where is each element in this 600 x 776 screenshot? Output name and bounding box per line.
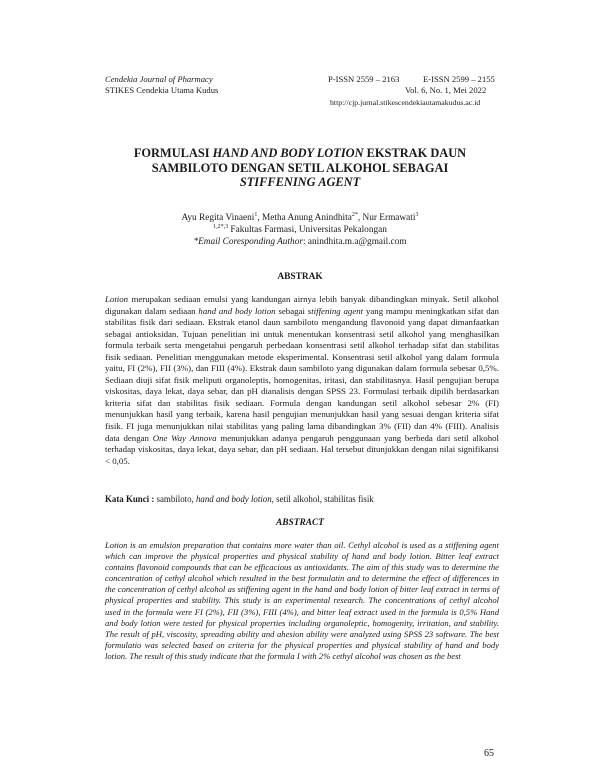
- affiliation-line: [60, 224, 540, 236]
- abstrak-text-1: merupakan sediaan emulsi yang kandungan airnya lebih banyak dibandingkan minyak. Setil alkohol digunakan dalam sediaan: [105, 294, 499, 316]
- title-part2: HAND AND BODY LOTION: [212, 146, 364, 160]
- abstrak-italic-3: stiffening agent: [307, 305, 364, 316]
- author-3: Nur Ermawati: [362, 213, 416, 223]
- eissn: E-ISSN 2599 – 2155: [423, 74, 495, 84]
- paper-title: [60, 146, 540, 190]
- author-2: Metha Anung Anindhita: [261, 213, 352, 223]
- affiliation-sup: 1,2*,3: [213, 223, 229, 230]
- title-line3: STIFFENING AGENT: [239, 175, 361, 189]
- institution-name: STIKES Cendekia Utama Kudus: [105, 85, 219, 95]
- email-value[interactable]: : anindhita.m.a@gmail.com: [302, 237, 407, 247]
- abstrak-heading: ABSTRAK: [277, 272, 323, 282]
- title-part1: FORMULASI: [133, 146, 213, 160]
- journal-url[interactable]: http://cjp.jurnal.stikescendekiautamakudus.ac.id: [330, 98, 481, 107]
- author-2-sup: 2*: [351, 211, 358, 218]
- journal-name: Cendekia Journal of Pharmacy: [105, 74, 213, 84]
- keyword-1: sambiloto,: [156, 494, 196, 504]
- keyword-2: hand and body lotion: [195, 494, 272, 504]
- abstrak-text-3: yang mampu meningkatkan sifat dan stabilitas fisik dari sediaan. Ekstrak etanol daun sambiloto mengandung flavonoid yang dapat dimanfaatkan sebagai antioksidan. Tujuan penelitian ini untuk menentukan konsentrasi setil alkohol yang menghasilkan formula terbaik serta mengetahui pengaruh perbedaan konsentrasi setil alkohol terhadap sifat dan stabilitas fisik sediaan. Penelitian menggunakan metode eksperimental. Konsentrasi setil alkohol yang dalam formula yaitu, FI (2%), FII (3%), dan FIII (4%). Ekstrak daun sambiloto yang digunakan dalam formula sebesar 0,5%. Sediaan diuji sifat fisik meliputi organoleptis, homogenitas, iritasi, dan stabilitasnya. Hasil pengujian berupa viskositas, daya lekat, daya sebar, dan pH dianalisis dengan SPSS 23. Formulasi terbaik dipilih berdasarkan kriteria sifat dan stabilitas fisik sediaan. Formula dengan kandungan setil alkohol sebesar 2% (FI) menunjukkan hasil yang terbaik, karena hasil pengujian menunjukkan hasil yang sesuai dengan kriteria sifat fisik. FI juga menunjukkan nilai stabilitas yang paling lama dibandingkan 3% (FII) dan 4% (FIII). Analisis data dengan: [105, 305, 499, 443]
- author-separator: ,: [257, 213, 262, 223]
- abstract-heading: ABSTRACT: [276, 518, 324, 528]
- page-number: 65: [484, 748, 494, 759]
- title-part3: EKSTRAK DAUN: [363, 146, 467, 160]
- email-line: [60, 236, 540, 248]
- author-line: [60, 212, 540, 224]
- title-line2: SAMBILOTO DENGAN SETIL ALKOHOL SEBAGAI: [151, 160, 449, 175]
- keywords-label: Kata Kunci :: [105, 494, 157, 504]
- abstrak-body: [105, 294, 499, 467]
- author-1: Ayu Regita Vinaeni: [181, 213, 255, 223]
- abstract-body: Lotion is an emulsion preparation that contains more water than oil. Cethyl alcohol is used as a stiffening agent which can improve the physical properties and physical stability of hand and body lotion. Bitter leaf extract contains flavonoid compounds that can be efficacious as antioxidants. The aim of this study was to determine the concentration of cethyl alcohol which resulted in the best formulatin and to determine the effect of differences in the concentration of cethyl alcohol as stiffening agent in the hand and body lotion of bitter leaf extract in terms of physical properties and stability. This study is an experimental research. The concentrations of cethyl alcohol used in the formula were FI (2%), FII (3%), FIII (4%), and bitter leaf extract used in the formula is 0,5% Hand and body lotion were tested for physical properties including organoleptic, homogenity, irritation, and stability. The result of pH, viscosity, spreading ability and ahesion ability were analyzed using SPSS 23 software. The best formulatio was selected based on criteria for the physical properties and physical stability of hand and body lotion. The result of this study indicate that the formula I with 2% cethyl alcohol was chosen as the best: [105, 540, 499, 661]
- abstrak-italic-4: One Way Annova: [152, 432, 217, 443]
- author-1-sup: 1: [254, 211, 258, 218]
- author-block: [60, 212, 540, 248]
- abstrak-text-2: sebagai: [275, 305, 308, 316]
- keyword-3: , setil alkohol, stabilitas fisik: [271, 494, 374, 504]
- affiliation: Fakultas Farmasi, Universitas Pekalongan: [228, 225, 387, 235]
- email-label: *Email Coresponding Author: [193, 237, 303, 247]
- author-separator: ,: [357, 213, 363, 223]
- keywords: [105, 494, 499, 505]
- abstrak-italic-1: Lotion: [105, 294, 129, 304]
- abstrak-italic-2: hand and body lotion: [198, 305, 276, 316]
- abstrak-text-4: menunjukkan adanya pengaruh penggunaan yang berbeda dari setil alkohol terhadap viskositas, daya lekat, daya sebar, dan pH sediaan. Hal tersebut ditunjukkan dengan nilai signifikansi < 0,05.: [105, 432, 499, 466]
- pissn: P-ISSN 2559 – 2163: [328, 74, 400, 84]
- volume-info: Vol. 6, No. 1, Mei 2022: [405, 85, 487, 95]
- author-3-sup: 3: [415, 211, 419, 218]
